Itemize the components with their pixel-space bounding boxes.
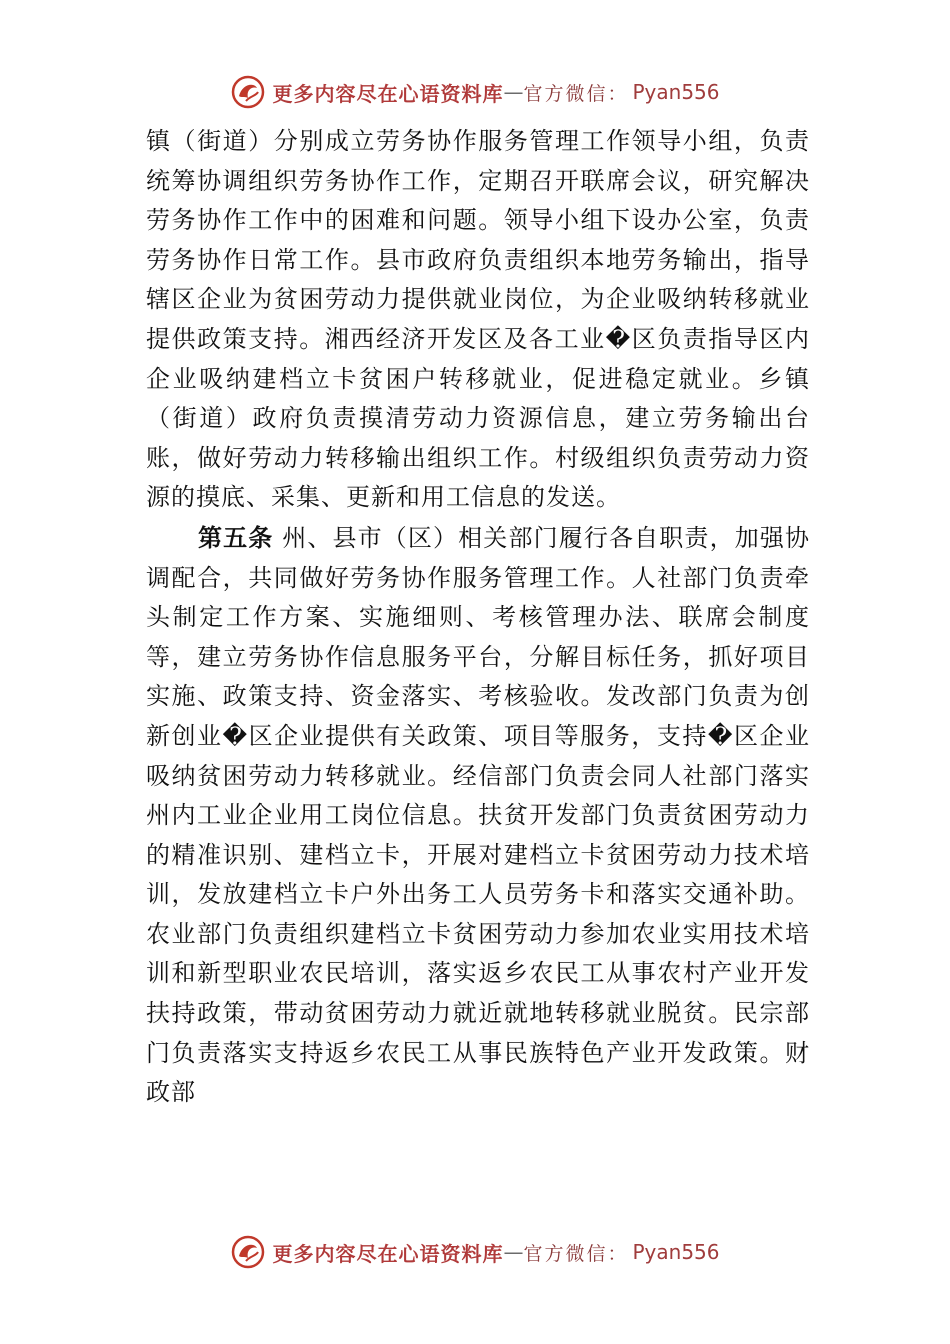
paragraph-continued: 镇（街道）分别成立劳务协作服务管理工作领导小组，负责统筹协调组织劳务协作工作，定期召开联席会议，研究解决劳务协作工作中的困难和问题。领导小组下设办公室，负责劳务协作日常工作。县市政府负责组织本地劳务输出，指导辖区企业为贫困劳动力提供就业岗位，为企业吸纳转移就业提供政策支持。湘西经济开发区及各工业�区负责指导区内企业吸纳建档立卡贫困户转移就业，促进稳定就业。乡镇（街道）政府负责摸清劳动力资源信息，建立劳务输出台账，做好劳动力转移输出组织工作。村级组织负责劳动力资源的摸底、采集、更新和用工信息的发送。 xyxy=(146,127,810,512)
footer-wechat-id: Pyan556 xyxy=(632,1240,720,1264)
article-number: 第五条 xyxy=(198,522,274,552)
swirl-logo-icon xyxy=(230,74,266,110)
header-banner xyxy=(0,70,950,114)
footer-separator: — xyxy=(503,1240,524,1264)
document-body xyxy=(146,122,810,1113)
footer-wechat-label: 官方微信： xyxy=(523,1242,629,1265)
footer-banner xyxy=(0,1230,950,1274)
header-separator: — xyxy=(503,80,524,104)
article-text: 州、县市（区）相关部门履行各自职责，加强协调配合，共同做好劳务协作服务管理工作。人社部门负责牵头制定工作方案、实施细则、考核管理办法、联席会制度等，建立劳务协作信息服务平台，分解目标任务，抓好项目实施、政策支持、资金落实、考核验收。发改部门负责为创新创业�区企业提供有关政策、项目等服务，支持�区企业吸纳贫困劳动力转移就业。经信部门负责会同人社部门落实州内工业企业用工岗位信息。扶贫开发部门负责贫困劳动力的精准识别、建档立卡，开展对建档立卡贫困劳动力技术培训，发放建档立卡户外出务工人员劳务卡和落实交通补助。农业部门负责组织建档立卡贫困劳动力参加农业实用技术培训和新型职业农民培训，落实返乡农民工从事农村产业开发扶持政策，带动贫困劳动力就近就地转移就业脱贫。民宗部门负责落实支持返乡农民工从事民族特色产业开发政策。财政部 xyxy=(146,523,810,1107)
header-brand-text: 更多内容尽在心语资料库 xyxy=(272,81,504,106)
footer-brand-text: 更多内容尽在心语资料库 xyxy=(272,1241,504,1266)
header-wechat-label: 官方微信： xyxy=(523,82,629,105)
paragraph-article-five xyxy=(146,518,810,1113)
swirl-logo-icon xyxy=(230,1234,266,1270)
header-wechat-id: Pyan556 xyxy=(632,80,720,104)
